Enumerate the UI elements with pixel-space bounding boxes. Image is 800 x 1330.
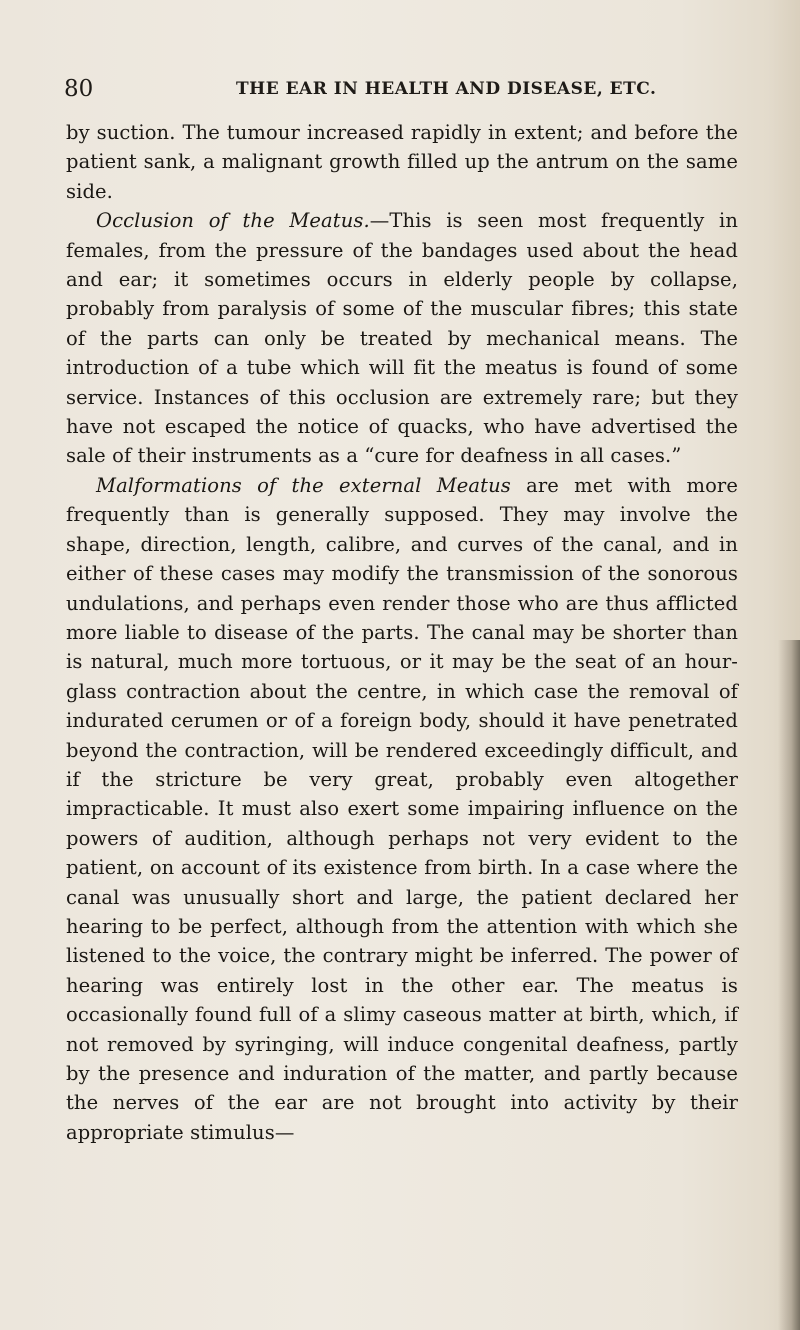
page-header [64, 76, 724, 106]
paragraph-text: by suction. The tumour increased rapidly in extent; and before the patient sank, a malignant growth filled up the antrum on the same side. [66, 121, 738, 203]
page-number: 80 [64, 76, 94, 102]
paragraph-text: are met with more frequently than is generally supposed. They may involve the shape, direction, length, calibre, and curves of the canal, and in either of these cases may modify the transmission of the sonorous undulations, and perhaps even render those who are thus afflicted more liable to disease of the parts. The canal may be shorter than is natural, much more tortuous, or it may be the seat of an hour-glass contraction about the centre, in which case the removal of indurated cerumen or of a foreign body, should it have penetrated beyond the contraction, will be rendered exceedingly difficult, and if the stricture be very great, probably even altogether impracticable. It must also exert some impairing influence on the powers of audition, although perhaps not very evident to the patient, on account of its existence from birth. In a case where the canal was unusually short and large, the patient declared her hearing to be perfect, although from the attention with which she listened to the voice, the contrary might be inferred. The power of hearing was entirely lost in the other ear. The meatus is occasionally found full of a slimy caseous matter at birth, which, if not removed by syringing, will induce congenital deafness, partly by the presence and induration of the matter, and partly because the nerves of the ear are not brought into activity by their appropriate stimulus— [66, 473, 738, 1144]
section-heading-occlusion: Occlusion of the Meatus. [96, 209, 370, 233]
page-edge-shadow [778, 640, 800, 1330]
running-title: THE EAR IN HEALTH AND DISEASE, ETC. [236, 79, 657, 99]
body-text [66, 118, 738, 1147]
paragraph-text: —This is seen most frequently in females, from the pressure of the bandages used about the head and ear; it sometimes occurs in elderly people by collapse, probably from paralysis of some of the muscular fibres; this state of the parts can only be treated by mechanical means. The introduction of a tube which will fit the meatus is found of some service. Instances of this occlusion are extremely rare; but they have not escaped the notice of quacks, who have advertised the sale of their instruments as a “cure for deafness in all cases.” [66, 209, 738, 468]
paragraph-malformations [66, 471, 738, 1147]
paragraph-occlusion [66, 206, 738, 471]
paragraph-continuation [66, 118, 738, 206]
section-heading-malformations: Malformations of the external Meatus [96, 473, 511, 497]
